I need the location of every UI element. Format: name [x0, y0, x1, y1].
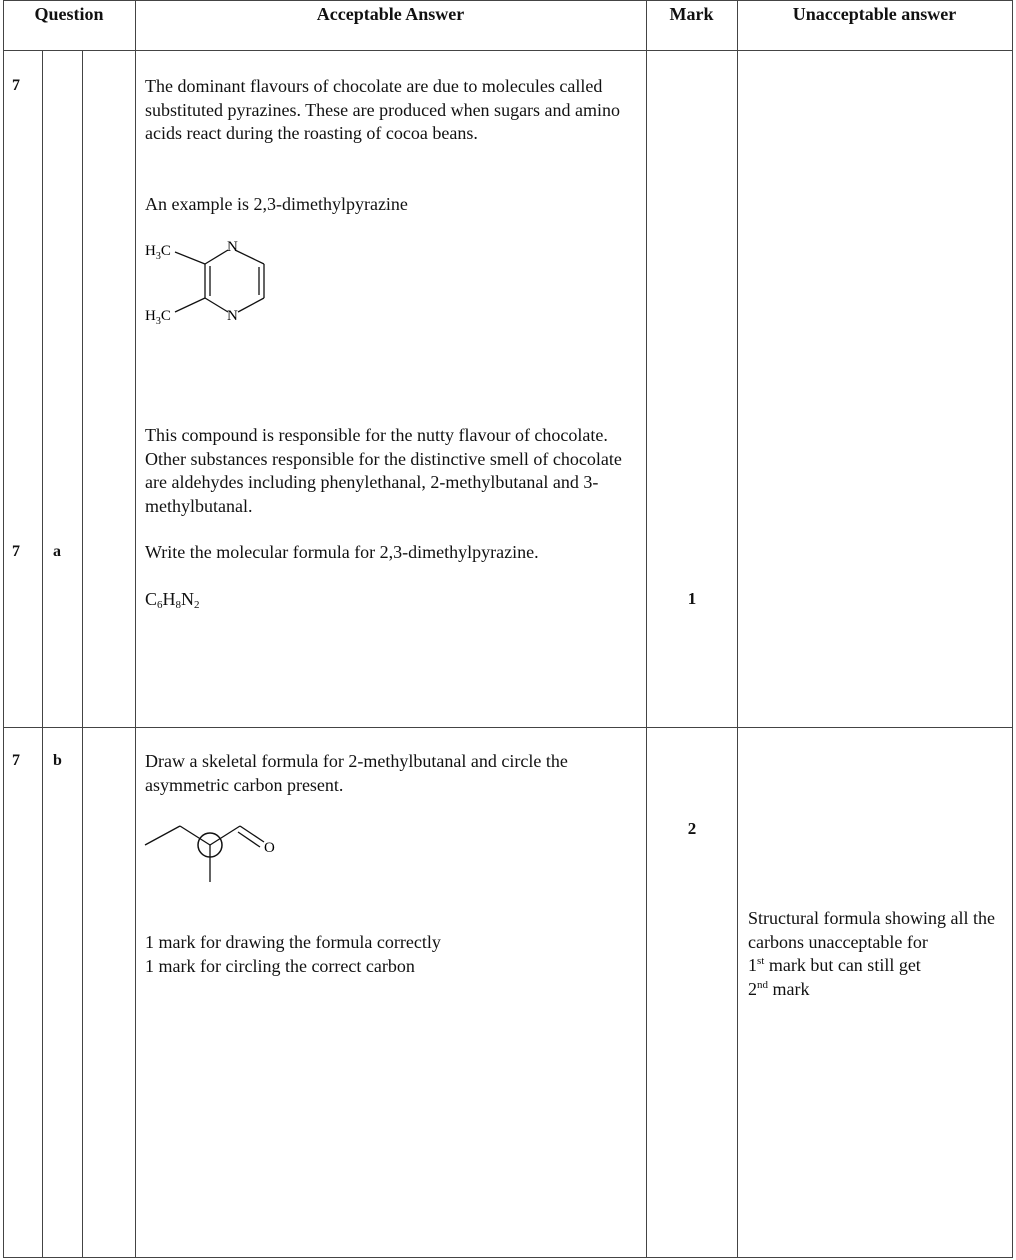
mark-scheme-line-1: 1 mark for drawing the formula correctly — [145, 932, 441, 952]
header-question: Question — [34, 4, 104, 24]
question-number-7b: 7 — [12, 752, 20, 769]
table-top-border — [3, 0, 1013, 1]
header-mark: Mark — [669, 4, 714, 24]
methyl-label-top: $H_3C$ — [145, 243, 171, 262]
row-7a-bottom-border — [3, 727, 1013, 728]
example-text: An example is 2,3-dimethylpyrazine — [145, 194, 408, 214]
question-7a-prompt: Write the molecular formula for 2,3-dimethylpyrazine. — [145, 542, 539, 562]
intro-paragraph: The dominant flavours of chocolate are due to molecules called substituted pyrazines. These are produced when sugars and amino acids react during the roasting of cocoa beans. — [145, 76, 621, 143]
col-border-answer — [135, 0, 136, 1258]
question-part-b: b — [53, 752, 62, 769]
col-border-q2 — [82, 50, 83, 1258]
context-paragraph: This compound is responsible for the nutty flavour of chocolate. Other substances responsible for the distinctive smell of chocolate are aldehydes including phenylethanal, 2-methylbutanal and 3-methylbutanal. — [145, 425, 622, 516]
oxygen-label: O — [264, 840, 275, 856]
question-number-7-intro: 7 — [12, 77, 20, 94]
question-part-a: a — [53, 543, 61, 560]
nitrogen-label-top: N — [227, 239, 238, 255]
methyl-label-bottom: $H_3C$ — [145, 308, 171, 327]
question-number-7a: 7 — [12, 543, 20, 560]
col-border-mark — [646, 0, 647, 1258]
molecular-formula-answer: $C_6H_8N_2$ — [145, 589, 200, 611]
header-unacceptable-answer: Unacceptable answer — [792, 4, 957, 24]
col-border-q1 — [42, 50, 43, 1258]
mark-scheme-line-2: 1 mark for circling the correct carbon — [145, 956, 415, 976]
question-7b-prompt: Draw a skeletal formula for 2-methylbutanal and circle the asymmetric carbon present. — [145, 751, 568, 795]
table-bottom-border — [3, 1257, 1013, 1258]
unacceptable-answer-7b: Structural formula showing all the carbons unacceptable for 1st mark but can still get 2nd mark — [748, 908, 995, 999]
methylbutanal-skeletal-structure — [140, 815, 290, 890]
dimethylpyrazine-structure — [140, 228, 290, 333]
header-bottom-border — [3, 50, 1013, 51]
col-border-left — [3, 0, 4, 1258]
nitrogen-label-bottom: N — [227, 308, 238, 324]
mark-7a: 1 — [687, 589, 697, 608]
mark-7b: 2 — [687, 819, 697, 838]
col-border-unacceptable — [737, 0, 738, 1258]
col-border-right — [1012, 0, 1013, 1258]
header-acceptable-answer: Acceptable Answer — [316, 4, 465, 24]
